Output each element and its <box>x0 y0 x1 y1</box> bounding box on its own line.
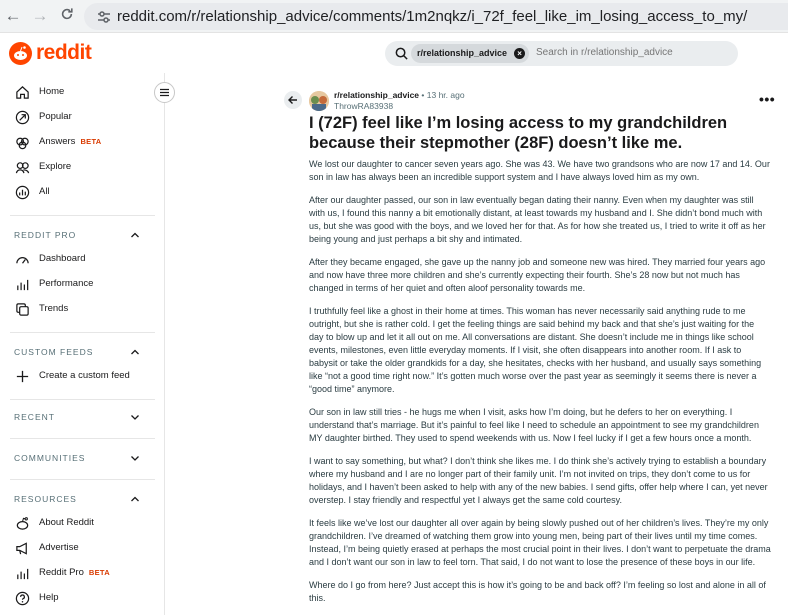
sidebar-label-popular: Popular <box>39 111 72 122</box>
search-placeholder: Search in r/relationship_advice <box>536 47 673 58</box>
sidebar-label-home: Home <box>39 86 65 97</box>
post-body <box>309 158 771 615</box>
back-arrow-icon[interactable]: ← <box>4 6 22 25</box>
trends-icon <box>15 302 30 317</box>
popular-icon <box>15 110 30 125</box>
url-text: reddit.com/r/relationship_advice/comments/1m2nqkz/i_72f_feel_like_im_losing_access_to_my/ <box>117 8 748 25</box>
sidebar-divider <box>10 332 155 333</box>
section-reddit-pro-label: REDDIT PRO <box>14 230 77 240</box>
sidebar-item-trends[interactable] <box>15 300 155 320</box>
sidebar-label-trends: Trends <box>39 303 69 314</box>
post-paragraph: Where do I go from here? Just accept this is how it’s going to be and back off? I’m feeling so lost and alone in all of this. <box>309 580 766 603</box>
plus-icon <box>15 369 30 384</box>
all-icon <box>15 185 30 200</box>
post-paragraph: After they became engaged, she gave up the nanny job and someone new was hired. They married four years ago and now have three more children and she’s currently expecting their fourth. She’s 28 now but not much has changed in terms of her quiet and often aloof personality towards me. <box>309 257 766 293</box>
sidebar-item-help[interactable] <box>15 589 155 609</box>
sidebar-item-all[interactable] <box>15 183 155 203</box>
left-sidebar <box>0 73 165 615</box>
reddit-logo-icon[interactable] <box>9 42 32 65</box>
hamburger-menu-icon <box>155 83 174 102</box>
forward-arrow-icon[interactable]: → <box>31 6 49 25</box>
create-custom-feed-button[interactable] <box>15 367 155 387</box>
sidebar-label-explore: Explore <box>39 161 72 172</box>
performance-icon <box>15 277 30 292</box>
subreddit-chip-label: r/relationship_advice <box>417 48 508 58</box>
dashboard-icon <box>15 252 30 267</box>
section-custom-feeds-label: CUSTOM FEEDS <box>14 347 94 357</box>
post-paragraph: Our son in law still tries - he hugs me when I visit, asks how I’m doing, but he defers to her on everything. I understand that’s marriage. But it’s painful to feel like I need to schedule an appointment to see my grandchildren MY daughter birthed. They used to spend weekends with us. Now I feel lucky if I get a few hours once a month. <box>309 407 759 443</box>
sidebar-item-about-reddit[interactable] <box>15 514 155 534</box>
section-resources[interactable] <box>14 494 140 510</box>
site-settings-icon[interactable] <box>96 9 112 25</box>
more-options-icon[interactable]: ••• <box>759 91 776 107</box>
post-author[interactable]: ThrowRA83938 <box>334 101 394 111</box>
browser-toolbar <box>0 0 788 33</box>
sidebar-label-dashboard: Dashboard <box>39 253 86 264</box>
sidebar-label-reddit-pro <box>39 567 110 578</box>
search-icon <box>394 46 409 61</box>
beta-badge: BETA <box>88 568 110 577</box>
sidebar-divider <box>10 438 155 439</box>
reddit-alien-icon <box>15 516 30 531</box>
reddit-header <box>0 33 788 73</box>
sidebar-label-all: All <box>39 186 50 197</box>
post-subreddit-meta <box>334 90 465 100</box>
reddit-wordmark[interactable]: reddit <box>36 41 92 64</box>
chevron-down-icon <box>130 412 140 422</box>
chevron-up-icon <box>130 347 140 357</box>
post-paragraph: After our daughter passed, our son in law eventually began dating their nanny. Even when my daughter was still with us, I found this nanny a bit emotionally distant, at least towards my husband and I. She didn’t bond much with us, but she was good with the boys, and we loved her for that. As for how she treated us, I tried to write it off as her being young and just perhaps a bit shy and intimated. <box>309 195 766 244</box>
bar-chart-icon <box>15 566 30 581</box>
section-recent-label: RECENT <box>14 412 55 422</box>
sidebar-item-performance[interactable] <box>15 275 155 295</box>
subreddit-avatar[interactable] <box>309 91 329 111</box>
post-paragraph: I truthfully feel like a ghost in their home at times. This woman has never necessarily said anything rude to me outright, but she is rather cold. I get the feeling things are said behind my back and that she’s just waiting for the day to blow up and let it all out on me. All conversations are distant. She doesn’t include me in things like school events, milestones, even little everyday moments. If I visit, she often disappears into another room. If I ask to babysit or take the older grandkids for a day, she hesitates, checks with her husband, and usually says something like “not a good time right now.” It’s gotten much worse over the past year as seemingly it seems there is never a “good time” anymore. <box>309 306 762 394</box>
sidebar-item-home[interactable] <box>15 83 155 103</box>
address-bar[interactable] <box>84 3 788 30</box>
back-button[interactable] <box>284 91 302 109</box>
close-icon[interactable]: × <box>514 48 525 59</box>
answers-icon <box>15 135 30 150</box>
post-subreddit-link[interactable]: r/relationship_advice <box>334 90 420 100</box>
sidebar-item-answers[interactable] <box>15 133 155 153</box>
search-input[interactable] <box>385 41 738 66</box>
sidebar-item-reddit-pro[interactable] <box>15 564 155 584</box>
section-resources-label: RESOURCES <box>14 494 77 504</box>
post-title: I (72F) feel like I’m losing access to my grandchildren because their stepmother (28F) doesn’t like me. <box>309 114 728 152</box>
sidebar-label-answers <box>39 136 102 147</box>
explore-icon <box>15 160 30 175</box>
section-custom-feeds[interactable] <box>14 347 140 363</box>
post-paragraph: I want to say something, but what? I don’t think she likes me. I do think she’s actively trying to establish a boundary where my husband and I are no longer part of their family unit. I’m not invited on trips, they don’t come to us for holidays, and I haven’t been asked to help with any of the new babies. I send gifts, offer help where I can, yet never overstep. I stay friendly and respectful yet I always get the same cold courtesy. <box>309 456 768 505</box>
chevron-up-icon <box>130 494 140 504</box>
section-recent[interactable] <box>14 412 140 428</box>
chevron-down-icon <box>130 453 140 463</box>
megaphone-icon <box>15 541 30 556</box>
sidebar-item-advertise[interactable] <box>15 539 155 559</box>
home-icon <box>15 85 30 100</box>
sidebar-label-advertise: Advertise <box>39 542 79 553</box>
create-feed-label: Create a custom feed <box>39 370 130 381</box>
sidebar-item-explore[interactable] <box>15 158 155 178</box>
reload-icon[interactable] <box>58 7 76 25</box>
beta-badge: BETA <box>80 137 102 146</box>
post-paragraph: We lost our daughter to cancer seven years ago. She was 43. We have two grandsons who are now 17 and 14. Our son in law has always been an incredible support system and I have always loved him as my own. <box>309 159 770 182</box>
answers-label: Answers <box>39 136 76 147</box>
subreddit-search-chip <box>411 44 529 63</box>
sidebar-item-dashboard[interactable] <box>15 250 155 270</box>
section-communities[interactable] <box>14 453 140 469</box>
post-paragraph: It feels like we’ve lost our daughter all over again by being slowly pushed out of her children’s lives. They’re my only grandchildren. I’ve dreamed of watching them grow into young men, being part of their lives until my time comes. Instead, I’m being quietly erased at perhaps the most crucial point in their lives. I don’t want to perpetuate the drama and I don’t want our son in law to feel torn. That said, I do not want to lose the presence of these boys in our life. <box>309 518 771 567</box>
chevron-up-icon <box>130 230 140 240</box>
sidebar-divider <box>10 399 155 400</box>
sidebar-label-performance: Performance <box>39 278 94 289</box>
sidebar-item-popular[interactable] <box>15 108 155 128</box>
sidebar-toggle-button[interactable] <box>154 82 175 103</box>
section-reddit-pro[interactable] <box>14 230 140 246</box>
post-timestamp: • 13 hr. ago <box>421 90 465 100</box>
sidebar-divider <box>10 215 155 216</box>
sidebar-divider <box>10 479 155 480</box>
reddit-pro-label: Reddit Pro <box>39 567 84 578</box>
back-arrow-icon <box>284 91 302 109</box>
sidebar-label-help: Help <box>39 592 59 603</box>
section-communities-label: COMMUNITIES <box>14 453 86 463</box>
help-icon <box>15 591 30 606</box>
sidebar-label-about-reddit: About Reddit <box>39 517 94 528</box>
